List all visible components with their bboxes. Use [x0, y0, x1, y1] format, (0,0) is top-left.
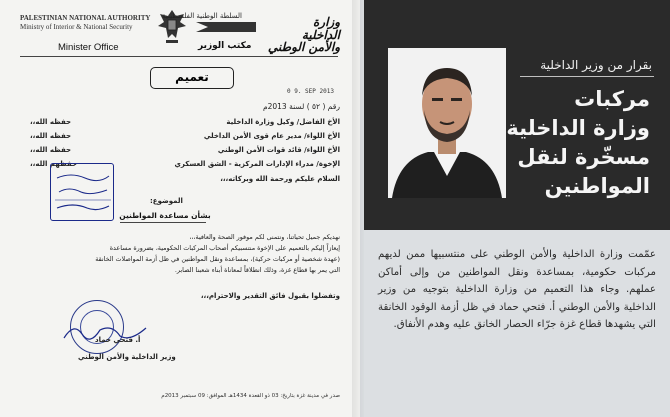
letterhead-english [20, 14, 150, 32]
header-divider [20, 56, 338, 57]
authority-name-ar: السلطة الوطنية الفلسطينية [162, 12, 242, 20]
by-decree-underline [520, 76, 654, 77]
signer-title: وزير الداخلية والأمن الوطني [78, 353, 176, 361]
headline-line: المواطنين [544, 174, 650, 198]
minister-photo [388, 48, 506, 198]
reference-number: رقم ( ٥٢ ) لسنة 2013م [262, 102, 340, 111]
document-footer: صدر في مدينة غزة بتاريخ: 03 ذو القعدة 1434هـ الموافق: 09 سبتمبر 2013م [161, 393, 340, 399]
article-description: عمّمت وزارة الداخلية والأمن الوطني على منتسبيها ممن لديهم مركبات حكومية، بمساعدة ونقل المواطنين من وإلى أماكن عملهم. وجاء هذا التعميم من وزارة الداخلية بتوجيه من وزير الداخلية والأمن الوطني أ. فتحي حماد في ظل أزمة الوقود الخانقة التي يشهدها قطاع غزة جرّاء الحصار الخانق عليه وهدم الأنفاق. [378, 249, 656, 331]
subject-underline [120, 222, 206, 223]
ministry-name-en: Ministry of Interior & National Security [20, 23, 133, 31]
subject: بشأن مساعدة المواطنين [119, 211, 211, 220]
document-shadow [352, 0, 364, 417]
ministry-name-ar: وزارة الداخلية والأمن الوطني [267, 15, 340, 54]
headline-line: مسخّرة لنقل [517, 145, 650, 169]
body-line: إيعازاً إليكم بالتعميم على الإخوة منتسبيكم أصحاب المركبات الحكومية، بضرورة مساعدة [109, 244, 340, 252]
circular-body [22, 232, 340, 276]
date-stamp: 0 9. SEP 2013 [287, 88, 334, 95]
subject-label: الموضوع: [150, 197, 183, 205]
body-line: التي يمر بها قطاع غزة، وذلك انطلاقاً لمعاناة أبناء شعبنا الصابر. [174, 266, 340, 274]
closing-line: وتفضلوا بقبول فائق التقدير والاحترام،،، [200, 292, 340, 300]
portrait-image [388, 48, 506, 198]
authority-name-en: PALESTINIAN NATIONAL AUTHORITY [20, 14, 151, 22]
greeting: السلام عليكم ورحمة الله وبركاته،،، [220, 175, 340, 183]
scanned-circular-document: PALESTINIAN NATIONAL AUTHORITY Ministry of Interior & National Security السلطة الوطنية الفلسطينية وزارة الداخلية والأمن الوطني Minister Office مكتب الوزير تعميم 0 9. SEP 2013 رقم ( ٥٢ ) لسنة 2013م الأخ الفاضل/ وكيل وزارة الداخلية حفظه الله،، الأخ اللواء/ مدير عام قوى الأمن الداخلي حفظه الله،، الأخ اللواء/ قائد قوات الأمن الوطني حفظه الله،، الإخوة/ مدراء الإدارات المركزية - الشق العسكري حفظهم الله،، السلام عليكم ورحمة الله وبركاته،،، الموضوع: بشأن مساعدة المواطنين نهديكم جميل تحياتنا، ونتمنى لكم موفور الصحة والعافية،،، إيعازاً إليكم بالتعميم على الإخوة منتسبيكم أصحاب المركبات الحكومية، بضرورة مساعدة (عهدة شخصية أو مركبات حركية)، بمساعدة ونقل المواطنين في ظل أزمة المواصلات الخانقة التي يمر بها قطاع غزة، وذلك انطلاقاً لمعاناة أبناء شعبنا الصابر. وتفضلوا بقبول فائق التقدير والاحترام،،، أ. فتحي حماد وزير الداخلية والأمن الوطني صدر في مدينة غزة بتاريخ: 03 ذو القعدة 1434هـ الموافق: 09 سبتمبر 2013م [0, 0, 360, 417]
headline-line: مركبات [574, 87, 650, 111]
headline-line: وزارة الداخلية [506, 116, 650, 140]
minister-office-ar: مكتب الوزير [198, 41, 252, 51]
flag-stripe-icon [196, 22, 256, 32]
by-decree-label: بقرار من وزير الداخلية [540, 58, 652, 72]
body-line: نهديكم جميل تحياتنا، ونتمنى لكم موفور الصحة والعافية،،، [189, 233, 340, 241]
headline [500, 85, 650, 201]
circular-title: تعميم [150, 67, 234, 89]
signer-name: أ. فتحي حماد [95, 336, 141, 344]
body-line: (عهدة شخصية أو مركبات حركية)، بمساعدة ونقل المواطنين في ظل أزمة المواصلات الخانقة [95, 255, 340, 263]
minister-office-en: Minister Office [58, 42, 119, 53]
